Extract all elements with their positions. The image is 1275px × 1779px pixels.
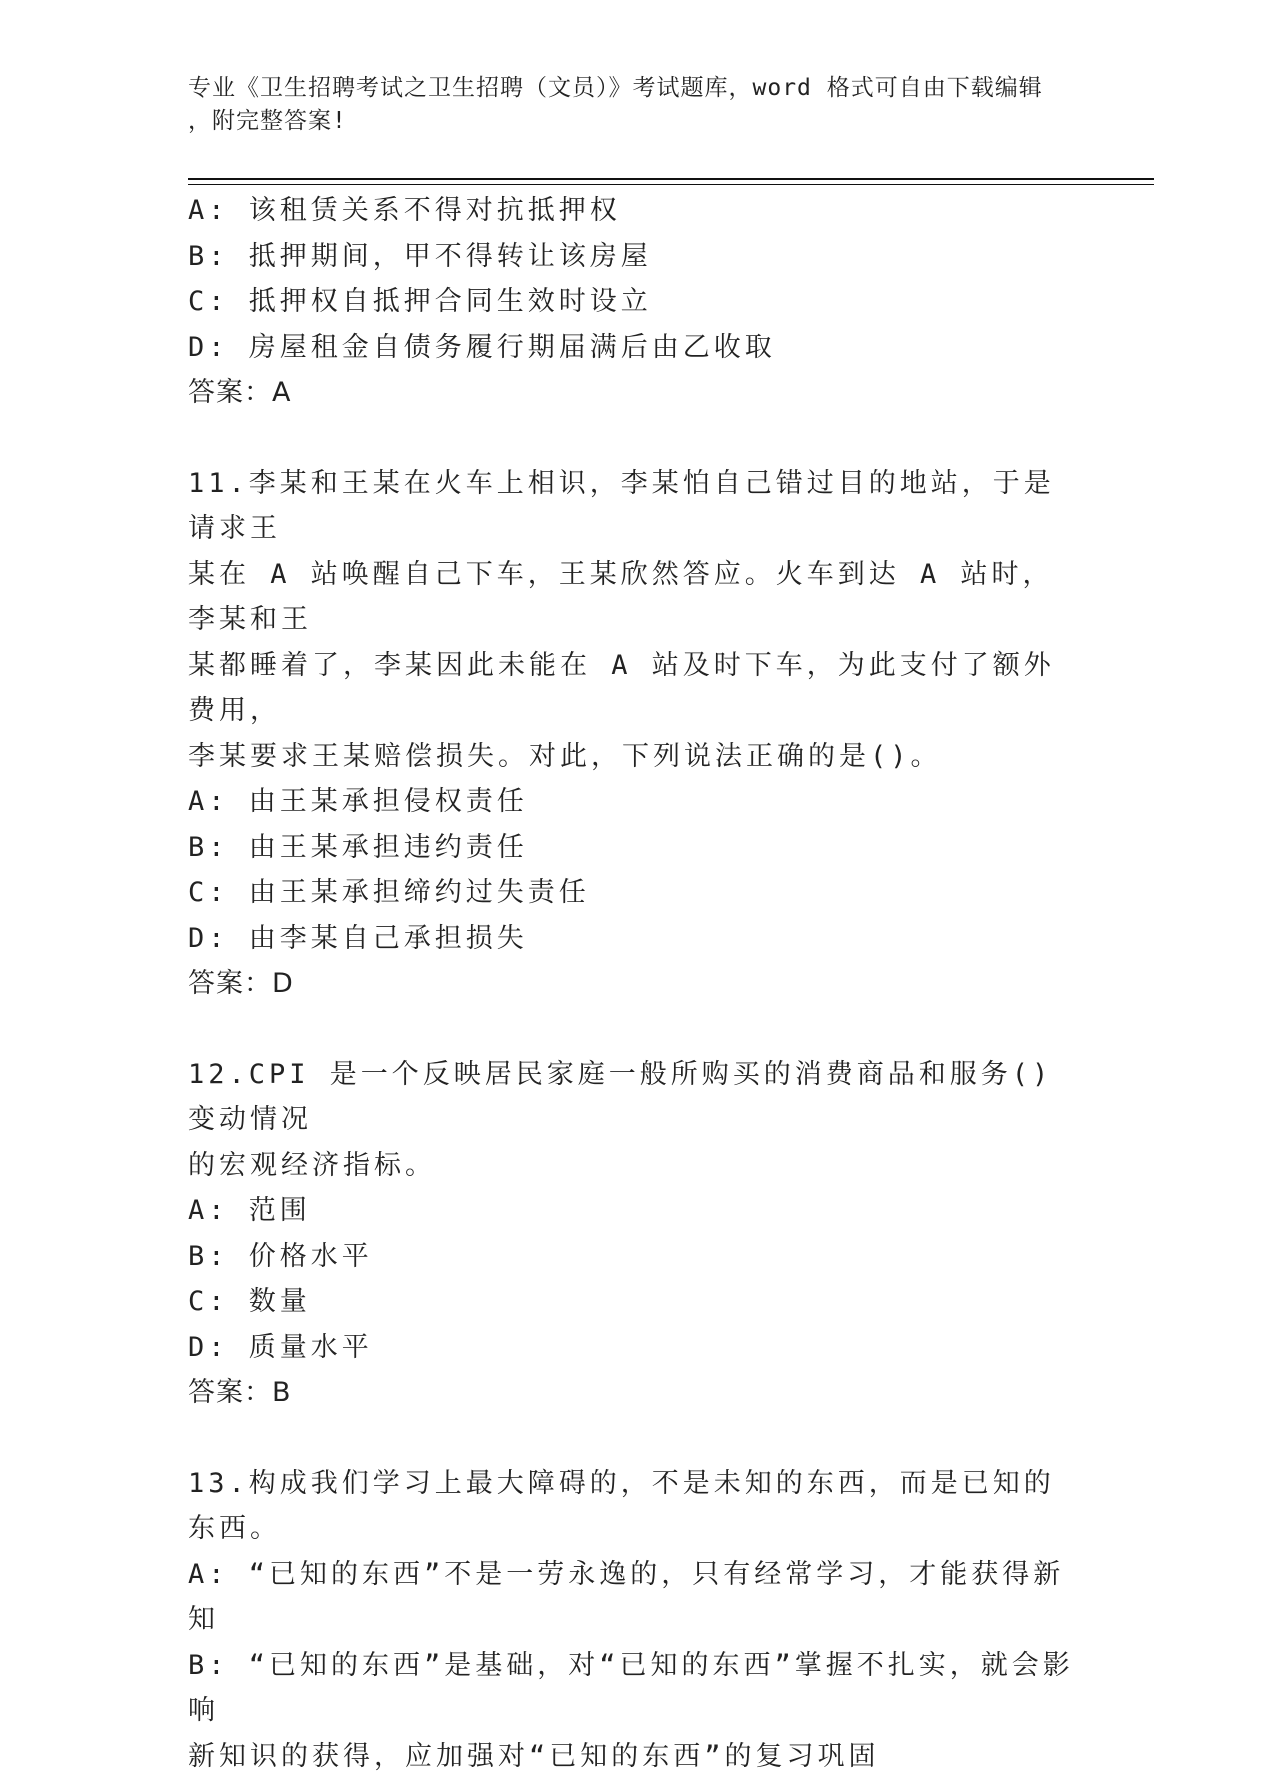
question-12 [188, 1052, 1078, 1416]
option-d: D: 由李某自己承担损失 [188, 916, 1078, 962]
option-a: A: 该租赁关系不得对抗抵押权 [188, 188, 1078, 234]
option-b: B: 价格水平 [188, 1234, 1078, 1280]
header-rule-thick [188, 178, 1154, 180]
option-c: C: 数量 [188, 1279, 1078, 1325]
question-11 [188, 461, 1078, 1007]
document-header [188, 72, 1068, 138]
option-c: C: 抵押权自抵押合同生效时设立 [188, 279, 1078, 325]
question-stem-line: 某在 A 站唤醒自己下车，王某欣然答应。火车到达 A 站时，李某和王 [188, 552, 1078, 643]
question-stem-line: 11.李某和王某在火车上相识，李某怕自己错过目的地站，于是请求王 [188, 461, 1078, 552]
question-10 [188, 188, 1078, 416]
question-stem-line: 13.构成我们学习上最大障碍的，不是未知的东西，而是已知的东西。 [188, 1461, 1078, 1552]
option-d: D: 质量水平 [188, 1325, 1078, 1371]
header-rule-thin [188, 184, 1154, 185]
option-a: A: “已知的东西”不是一劳永逸的，只有经常学习，才能获得新知 [188, 1552, 1078, 1643]
question-stem-line: 李某要求王某赔偿损失。对此，下列说法正确的是()。 [188, 734, 1078, 780]
option-a: A: 由王某承担侵权责任 [188, 779, 1078, 825]
question-stem-line: 某都睡着了，李某因此未能在 A 站及时下车，为此支付了额外费用， [188, 643, 1078, 734]
header-line-2: ，附完整答案! [188, 105, 1068, 138]
question-13 [188, 1461, 1078, 1779]
option-d: D: 房屋租金自债务履行期届满后由乙收取 [188, 325, 1078, 371]
option-c: C: 由王某承担缔约过失责任 [188, 870, 1078, 916]
option-b: B: 由王某承担违约责任 [188, 825, 1078, 871]
question-stem-line: 12.CPI 是一个反映居民家庭一般所购买的消费商品和服务()变动情况 [188, 1052, 1078, 1143]
option-b-continued: 新知识的获得，应加强对“已知的东西”的复习巩固 [188, 1734, 1078, 1779]
answer: 答案：B [188, 1370, 1078, 1416]
answer: 答案：A [188, 370, 1078, 416]
option-b: B: “已知的东西”是基础，对“已知的东西”掌握不扎实，就会影响 [188, 1643, 1078, 1734]
question-content [188, 188, 1078, 1779]
option-a: A: 范围 [188, 1188, 1078, 1234]
answer: 答案：D [188, 961, 1078, 1007]
option-b: B: 抵押期间，甲不得转让该房屋 [188, 234, 1078, 280]
question-stem-line: 的宏观经济指标。 [188, 1143, 1078, 1189]
header-line-1: 专业《卫生招聘考试之卫生招聘（文员）》考试题库，word 格式可自由下载编辑 [188, 72, 1068, 105]
